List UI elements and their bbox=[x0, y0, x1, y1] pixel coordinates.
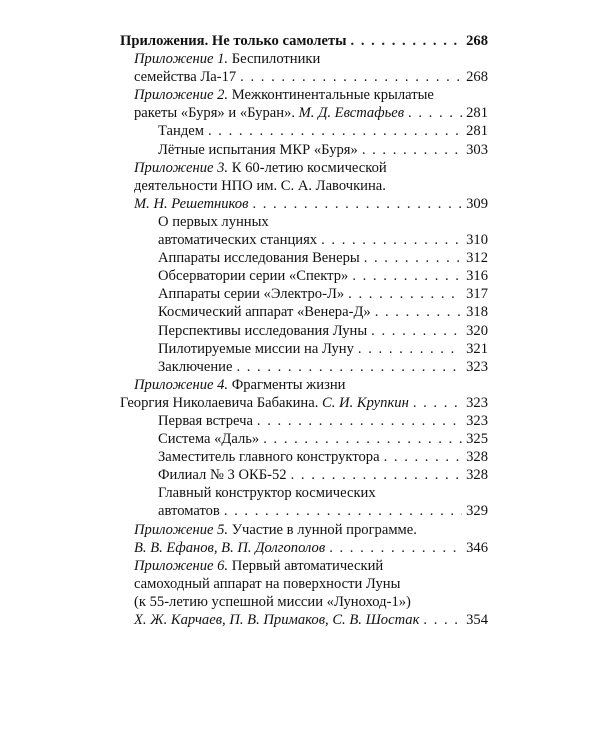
page-number: 268 bbox=[466, 69, 488, 86]
appendix-title-line: ракеты «Буря» и «Буран». bbox=[134, 105, 295, 122]
toc-subsection[interactable] bbox=[120, 358, 488, 376]
appendix-title-line: семейства Ла-17 bbox=[134, 69, 237, 86]
appendix-label: Приложение 6. bbox=[134, 557, 229, 574]
subsection-title: Главный конструктор космических bbox=[158, 485, 376, 502]
appendix-title-line: самоходный аппарат на поверхности Луны bbox=[134, 575, 401, 592]
appendix-title-line: Первый автоматический bbox=[228, 557, 384, 574]
page-number: 281 bbox=[466, 123, 488, 140]
toc-subsection[interactable] bbox=[120, 430, 488, 448]
appendix-label: Приложение 2. bbox=[134, 87, 229, 104]
dot-leader bbox=[423, 611, 462, 629]
page-number: 316 bbox=[466, 268, 488, 285]
dot-leader bbox=[364, 249, 462, 267]
page-number: 318 bbox=[466, 304, 488, 321]
toc-main-heading[interactable] bbox=[120, 32, 488, 50]
dot-leader bbox=[263, 430, 462, 448]
subsection-title: Перспективы исследования Луны bbox=[158, 322, 368, 339]
appendix-title-line: (к 55-летию успешной миссии «Луноход-1») bbox=[134, 593, 411, 610]
appendix-author: М. Н. Решетников bbox=[134, 195, 249, 212]
dot-leader bbox=[351, 32, 462, 50]
dot-leader bbox=[384, 448, 462, 466]
toc-appendix-4[interactable] bbox=[120, 376, 488, 412]
appendix-author: В. В. Ефанов, В. П. Долгополов bbox=[134, 539, 326, 556]
toc-subsection[interactable] bbox=[120, 412, 488, 430]
subsection-title: автоматов bbox=[158, 503, 220, 520]
dot-leader bbox=[362, 141, 462, 159]
toc-subsection[interactable] bbox=[120, 249, 488, 267]
subsection-title: автоматических станциях bbox=[158, 232, 318, 249]
toc-appendix-3[interactable] bbox=[120, 159, 488, 213]
dot-leader bbox=[224, 502, 462, 520]
appendix-title-line: Беспилотники bbox=[228, 51, 321, 68]
page-number: 310 bbox=[466, 232, 488, 249]
subsection-title: Космический аппарат «Венера-Д» bbox=[158, 304, 371, 321]
appendix-label: Приложение 5. bbox=[134, 521, 229, 538]
dot-leader bbox=[208, 122, 462, 140]
page-number: 303 bbox=[466, 141, 488, 158]
subsection-title: Система «Даль» bbox=[158, 431, 260, 448]
dot-leader bbox=[348, 285, 462, 303]
page-number: 317 bbox=[466, 286, 488, 303]
subsection-title: Первая встреча bbox=[158, 412, 253, 429]
subsection-title: Заместитель главного конструктора bbox=[158, 449, 380, 466]
dot-leader bbox=[358, 340, 462, 358]
appendix-label: Приложение 1. bbox=[134, 51, 229, 68]
page-number: 323 bbox=[466, 358, 488, 375]
page-number: 281 bbox=[466, 105, 488, 122]
toc-appendix-1[interactable] bbox=[120, 50, 488, 86]
appendix-title-line: К 60-летию космической bbox=[228, 159, 387, 176]
page-number: 328 bbox=[466, 449, 488, 466]
dot-leader bbox=[352, 267, 462, 285]
dot-leader bbox=[375, 303, 462, 321]
page-number: 309 bbox=[466, 195, 488, 212]
subsection-title: Обсерватории серии «Спектр» bbox=[158, 268, 349, 285]
appendix-author: М. Д. Евстафьев bbox=[294, 105, 405, 122]
appendix-author: Х. Ж. Карчаев, П. В. Примаков, С. В. Шостак bbox=[134, 612, 420, 628]
toc-subsection[interactable] bbox=[120, 484, 488, 520]
appendix-title-line: Георгия Николаевича Бабакина. bbox=[120, 394, 319, 411]
dot-leader bbox=[413, 394, 462, 412]
appendix-label: Приложение 4. bbox=[134, 376, 229, 393]
page-number: 320 bbox=[466, 322, 488, 339]
toc-subsection[interactable] bbox=[120, 340, 488, 358]
page-number: 354 bbox=[466, 612, 488, 628]
toc-main-title: Приложения. Не только самолеты bbox=[120, 33, 347, 49]
page-number: 268 bbox=[466, 33, 488, 49]
toc-subsection[interactable] bbox=[120, 466, 488, 484]
dot-leader bbox=[321, 231, 462, 249]
dot-leader bbox=[408, 104, 462, 122]
dot-leader bbox=[329, 539, 462, 557]
dot-leader bbox=[257, 412, 462, 430]
appendix-label: Приложение 3. bbox=[134, 159, 229, 176]
subsection-title: Пилотируемые миссии на Луну bbox=[158, 340, 354, 357]
subsection-title: Аппараты исследования Венеры bbox=[158, 250, 360, 267]
table-of-contents bbox=[120, 32, 488, 629]
appendix-title-line: Фрагменты жизни bbox=[228, 376, 346, 393]
dot-leader bbox=[291, 466, 462, 484]
appendix-title-line: деятельности НПО им. С. А. Лавочкина. bbox=[134, 177, 386, 194]
toc-subsection[interactable] bbox=[120, 213, 488, 249]
toc-subsection[interactable] bbox=[120, 448, 488, 466]
toc-subsection[interactable] bbox=[120, 267, 488, 285]
subsection-title: Филиал № 3 ОКБ-52 bbox=[158, 467, 287, 484]
subsection-title: Тандем bbox=[158, 123, 204, 140]
toc-subsection[interactable] bbox=[120, 285, 488, 303]
appendix-title-line: Участие в лунной программе. bbox=[228, 521, 417, 538]
toc-subsection[interactable] bbox=[120, 303, 488, 321]
page-number: 328 bbox=[466, 467, 488, 484]
appendix-title-line: Межконтинентальные крылатые bbox=[228, 87, 434, 104]
page-number: 325 bbox=[466, 431, 488, 448]
dot-leader bbox=[371, 322, 462, 340]
dot-leader bbox=[240, 68, 462, 86]
subsection-title: Заключение bbox=[158, 358, 233, 375]
subsection-title: О первых лунных bbox=[158, 213, 269, 230]
page-number: 346 bbox=[466, 539, 488, 556]
subsection-title: Аппараты серии «Электро-Л» bbox=[158, 286, 345, 303]
toc-subsection[interactable] bbox=[120, 322, 488, 340]
dot-leader bbox=[252, 195, 462, 213]
subsection-title: Лётные испытания МКР «Буря» bbox=[158, 141, 358, 158]
page-number: 323 bbox=[466, 394, 488, 411]
toc-subsection[interactable] bbox=[120, 122, 488, 140]
page-number: 323 bbox=[466, 412, 488, 429]
dot-leader bbox=[236, 358, 462, 376]
page-number: 312 bbox=[466, 250, 488, 267]
page-number: 321 bbox=[466, 340, 488, 357]
toc-appendix-6[interactable] bbox=[120, 557, 488, 629]
appendix-author: С. И. Крупкин bbox=[318, 394, 409, 411]
toc-subsection[interactable] bbox=[120, 141, 488, 159]
toc-appendix-2[interactable] bbox=[120, 86, 488, 122]
page-number: 329 bbox=[466, 503, 488, 520]
toc-appendix-5[interactable] bbox=[120, 521, 488, 557]
